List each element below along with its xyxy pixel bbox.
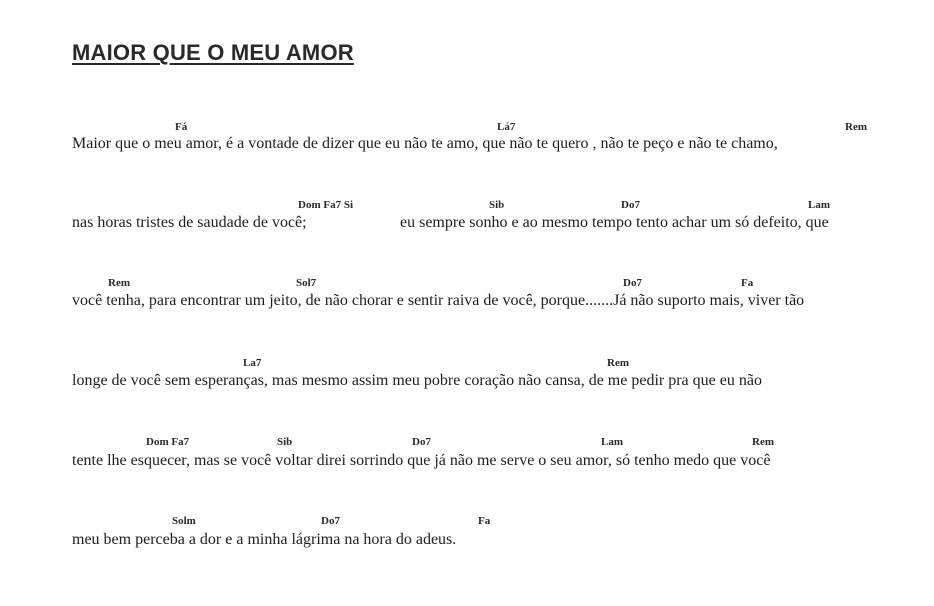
chord: Rem: [752, 436, 774, 448]
chord: Do7: [623, 277, 642, 289]
chord: Do7: [621, 199, 640, 211]
lyric-line: eu sempre sonho e ao mesmo tempo tento achar um só defeito, que: [400, 214, 829, 231]
lyric-line: meu bem perceba a dor e a minha lágrima na hora do adeus.: [72, 531, 457, 548]
chord: Lá7: [497, 121, 516, 133]
chord: Sib: [489, 199, 505, 211]
chord: Fa: [478, 515, 491, 527]
chord: Do7: [412, 436, 431, 448]
chord: Rem: [607, 357, 629, 369]
chord: Fá: [175, 121, 188, 133]
chord: Dom Fa7: [146, 436, 190, 448]
chord: Sol7: [296, 277, 317, 289]
chord: Rem: [108, 277, 130, 289]
lyric-line: Maior que o meu amor, é a vontade de dizer que eu não te amo, que não te quero , não te peço e não te chamo,: [72, 135, 778, 152]
chord: Solm: [172, 515, 196, 527]
chord: Lam: [601, 436, 623, 448]
lyric-line: você tenha, para encontrar um jeito, de não chorar e sentir raiva de você, porque.......Já não suporto mais, viver tão: [72, 292, 805, 309]
chord: La7: [243, 357, 262, 369]
chord: Lam: [808, 199, 830, 211]
chord: Fa: [741, 277, 754, 289]
lyric-line: longe de você sem esperanças, mas mesmo assim meu pobre coração não cansa, de me pedir pra que eu não: [72, 372, 762, 389]
lyric-line: tente lhe esquecer, mas se você voltar direi sorrindo que já não me serve o seu amor, só tenho medo que você: [72, 452, 771, 469]
chord: Do7: [321, 515, 340, 527]
chord: Dom Fa7 Si: [298, 199, 353, 211]
lyric-line: nas horas tristes de saudade de você;: [72, 214, 307, 231]
chord: Sib: [277, 436, 293, 448]
song-title: MAIOR QUE O MEU AMOR: [72, 40, 354, 65]
chord: Rem: [845, 121, 867, 133]
